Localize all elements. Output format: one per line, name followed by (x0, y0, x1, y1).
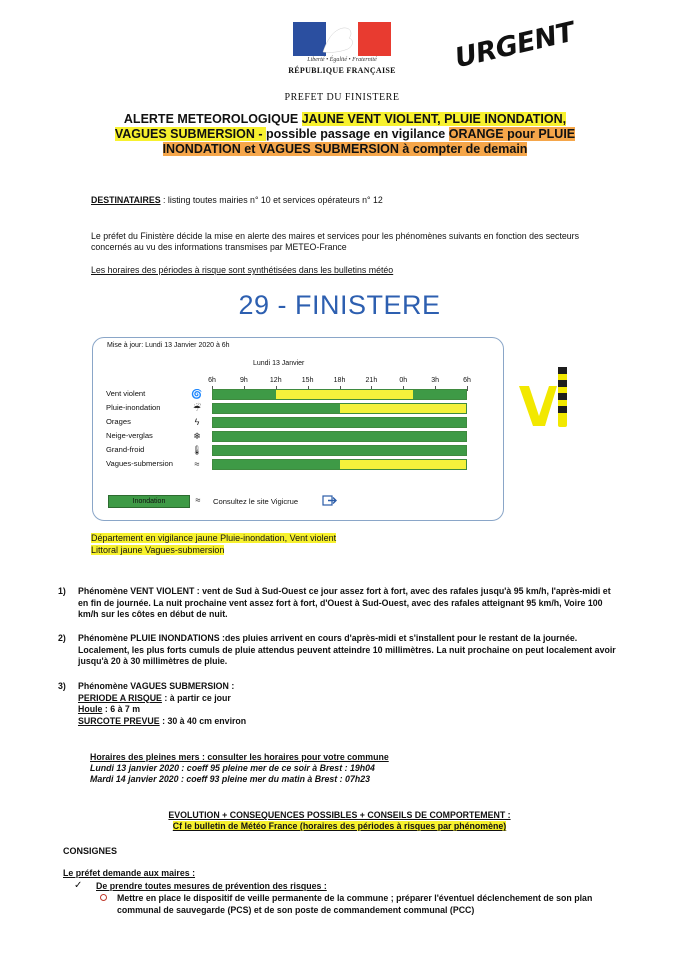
waves-icon: ≈ (195, 495, 201, 505)
alert-title-part4: possible passage en vigilance (266, 127, 449, 141)
item-2-number: 2) (58, 633, 66, 643)
inondation-legend: Inondation (108, 495, 190, 508)
periode-label: PERIODE A RISQUE (78, 692, 162, 703)
periode-value: : à partir ce jour (161, 692, 231, 703)
vigilance-logo (517, 364, 579, 430)
item-1-number: 1) (58, 586, 66, 596)
urgent-stamp: URGENT (452, 16, 578, 75)
mettre-en-place: Mettre en place le dispositif de veille permanente de la commune ; préparer l'éventuel déclenchement de son plan communal de sauvegarde (PCS) et de son poste de commandement communal (PCC) (117, 893, 593, 915)
rain-flood-icon: ☔ (192, 403, 202, 413)
yellow-segment (340, 460, 467, 469)
marianne-logo (293, 22, 391, 56)
item-vent-violent: Phénomène VENT VIOLENT : vent de Sud à Sud-Ouest ce jour assez fort à fort, avec des rafales jusqu'à 95 km/h, l'après-midi et en fin de journée. La nuit prochaine vent assez fort à fort, d'Ouest à Sud-Ouest, avec des rafales atteignant 95 km/h, Voire 100 km/h sur les côtes en début de nuit. (78, 586, 611, 619)
item-pluie-inondation: Phénomène PLUIE INONDATIONS :des pluies arrivent en cours d'après-midi et s'installent pour le restant de la journée. Localement, les plus forts cumuls de pluie attendus peuvent atteindre 10 millimètres. La nuit prochaine on peut localement avoir jusqu'à 20 à 30 millimètres de pluie. (78, 633, 616, 666)
surcote-label: SURCOTE PREVUE (78, 715, 160, 726)
vigilance-bar (212, 431, 467, 442)
vigilance-bar (212, 389, 467, 400)
time-tick: 9h (239, 377, 248, 384)
alert-title-yellow: JAUNE VENT VIOLENT, PLUIE INONDATION, (301, 112, 567, 126)
row-label: Pluie-inondation (106, 403, 161, 412)
houle-value: : 6 à 7 m (102, 704, 141, 714)
intro-paragraph: Le préfet du Finistère décide la mise en alerte des maires et services pour les phénomènes suivants en fonction des secteurs concernés au vu des informations transmises par METEO-France (91, 231, 579, 252)
time-tick: 21h (365, 377, 378, 384)
vigilance-bar (212, 445, 467, 456)
alert-title (70, 112, 620, 157)
prefet-demande: Le préfet demande aux maires : (63, 868, 196, 878)
vigilance-bar (212, 403, 467, 414)
snow-icon: ❄ (193, 431, 201, 441)
row-label: Vent violent (106, 389, 146, 398)
destinataires (91, 195, 383, 206)
circle-bullet-icon (100, 894, 107, 901)
evolution-title: EVOLUTION + CONSEQUENCES POSSIBLES + CONSEILS DE COMPORTEMENT : (168, 810, 511, 820)
vigilance-bar (212, 459, 467, 470)
time-tick: 6h (208, 377, 216, 384)
destinataires-text: : listing toutes mairies n° 10 et services opérateurs n° 12 (160, 195, 383, 205)
wind-icon: 🌀 (191, 389, 203, 399)
consignes-title: CONSIGNES (63, 846, 118, 856)
waves-icon: ≈ (194, 459, 200, 469)
time-tick: 0h (399, 377, 408, 384)
item-3-number: 3) (58, 681, 66, 691)
row-label: Neige-verglas (106, 431, 153, 440)
alert-title-orange-2: INONDATION et VAGUES SUBMERSION à compter de demain (162, 142, 528, 156)
checkmark-icon: ✓ (74, 880, 83, 891)
time-tick: 12h (269, 377, 282, 384)
item-3-title: Phénomène VAGUES SUBMERSION : (78, 681, 235, 691)
prefet-label: PREFET DU FINISTERE (284, 92, 400, 103)
surcote-value: : 30 à 40 cm environ (159, 715, 247, 726)
dep-vig-line1: Département en vigilance jaune Pluie-inondation, Vent violent (91, 533, 337, 543)
dep-vig-line2: Littoral jaune Vagues-submersion (91, 545, 225, 555)
destinataires-label: DESTINATAIRES (91, 195, 161, 205)
time-tick: 3h (431, 377, 440, 384)
tick-mark (467, 386, 468, 391)
pleines-mers-line1: Lundi 13 janvier 2020 : coeff 95 pleine mer de ce soir à Brest : 19h04 (90, 763, 375, 773)
houle-label: Houle (78, 704, 103, 714)
yellow-segment (276, 390, 413, 399)
evolution-section (0, 810, 679, 832)
pleines-mers-title: Horaires des pleines mers : consulter les horaires pour votre commune (90, 752, 389, 762)
departement-vigilance (91, 532, 336, 556)
mise-a-jour: Mise à jour: Lundi 13 Janvier 2020 à 6h (107, 342, 230, 349)
alert-title-yellow-2: VAGUES SUBMERSION - (114, 127, 267, 141)
green-segment (213, 446, 466, 455)
green-segment (213, 404, 340, 413)
evolution-subtitle: Cf le bulletin de Météo France (horaires des périodes à risques par phénomène) (172, 821, 507, 831)
green-segment (213, 432, 466, 441)
lightning-icon: ϟ (194, 417, 200, 427)
pleines-mers-line2: Mardi 14 janvier 2020 : coeff 93 pleine mer du matin à Brest : 07h23 (90, 774, 370, 784)
department-title: 29 - FINISTERE (238, 290, 441, 320)
row-label: Orages (106, 417, 131, 426)
vigicrue-link[interactable]: Consultez le site Vigicrue (213, 497, 299, 506)
motto: Liberté • Égalité • Fraternité (307, 57, 377, 63)
green-segment (413, 390, 466, 399)
green-segment (213, 390, 276, 399)
yellow-segment (340, 404, 467, 413)
green-segment (213, 460, 340, 469)
alert-title-orange: ORANGE pour PLUIE (448, 127, 576, 141)
panel-day: Lundi 13 Janvier (253, 360, 305, 367)
vigilance-bar (212, 417, 467, 428)
prendre-mesures: De prendre toutes mesures de prévention des risques : (96, 881, 327, 891)
item-vagues-submersion (78, 681, 618, 727)
time-tick: 18h (333, 377, 346, 384)
horaires-note: Les horaires des périodes à risque sont synthétisées dans les bulletins météo (91, 265, 394, 275)
row-label: Vagues-submersion (106, 459, 173, 468)
republic-label: RÉPUBLIQUE FRANÇAISE (288, 66, 396, 75)
pleines-mers (90, 752, 389, 785)
arrow-right-icon[interactable] (322, 494, 338, 507)
row-label: Grand-froid (106, 445, 145, 454)
time-tick: 15h (301, 377, 314, 384)
thermometer-icon: 🌡 (191, 445, 203, 455)
alert-title-part1: ALERTE METEOROLOGIQUE (123, 112, 302, 126)
green-segment (213, 418, 466, 427)
time-tick: 6h (463, 377, 471, 384)
